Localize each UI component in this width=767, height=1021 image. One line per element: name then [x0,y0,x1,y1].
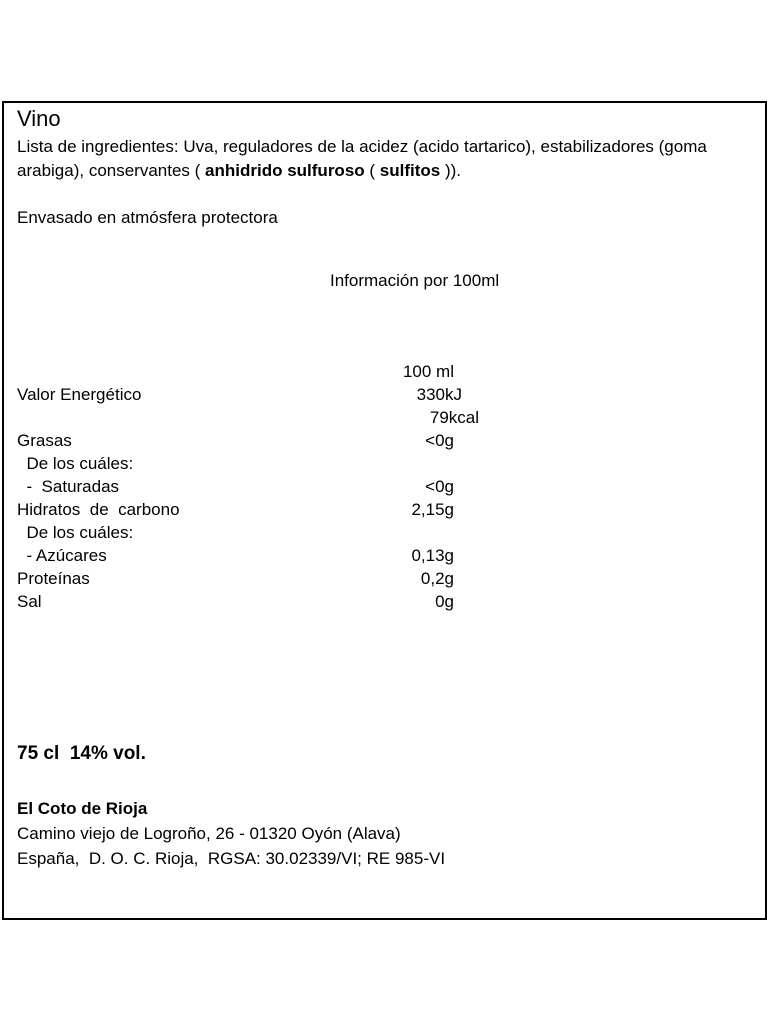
product-title: Vino [17,106,61,131]
volume-alcohol: 75 cl 14% vol. [17,743,146,764]
producer-name: El Coto de Rioja [17,799,148,818]
nutrition-row-value: 0,2g [420,569,454,588]
nutrition-row-value: <0g [425,477,454,496]
ingredients-list [17,135,737,183]
producer-address: Camino viejo de Logroño, 26 - 01320 Oyón (Alava) [17,824,401,843]
allergen-anhidrido-sulfuroso: anhidrido sulfuroso [205,161,365,180]
nutrition-row-value: 330kJ [416,385,462,404]
packaging-note: Envasado en atmósfera protectora [17,208,278,227]
ingredients-text: Lista de ingredientes: Uva, reguladores de la acidez (acido tartarico), estabilizadores (goma arabiga), conservantes ( [17,137,707,180]
nutrition-row-label: De los cuáles: [17,523,134,542]
nutrition-row-value: 79kcal [429,408,479,427]
ingredients-text-middle: ( [364,161,380,180]
nutrition-row-label: Sal [17,592,42,611]
nutrition-row-label: Valor Energético [17,385,142,404]
nutrition-row-value: 0g [435,592,454,611]
producer-registration: España, D. O. C. Rioja, RGSA: 30.02339/VI; RE 985-VI [17,849,446,868]
nutrition-row-label: - Azúcares [17,546,107,565]
nutrition-row-label: Proteínas [17,569,90,588]
nutrition-row-value: 0,13g [411,546,454,565]
nutrition-row-label: Grasas [17,431,72,450]
nutrition-row-value: <0g [425,431,454,450]
nutrition-header: Información por 100ml [330,271,500,290]
nutrition-row-label: Hidratos de carbono [17,500,180,519]
nutrition-column-header: 100 ml [402,362,454,381]
nutrition-row-label: De los cuáles: [17,454,134,473]
nutrition-row-value: 2,15g [411,500,454,519]
ingredients-text-end: )). [440,161,461,180]
allergen-sulfitos: sulfitos [379,161,441,180]
product-label [2,101,767,920]
nutrition-row-label: - Saturadas [17,477,120,496]
